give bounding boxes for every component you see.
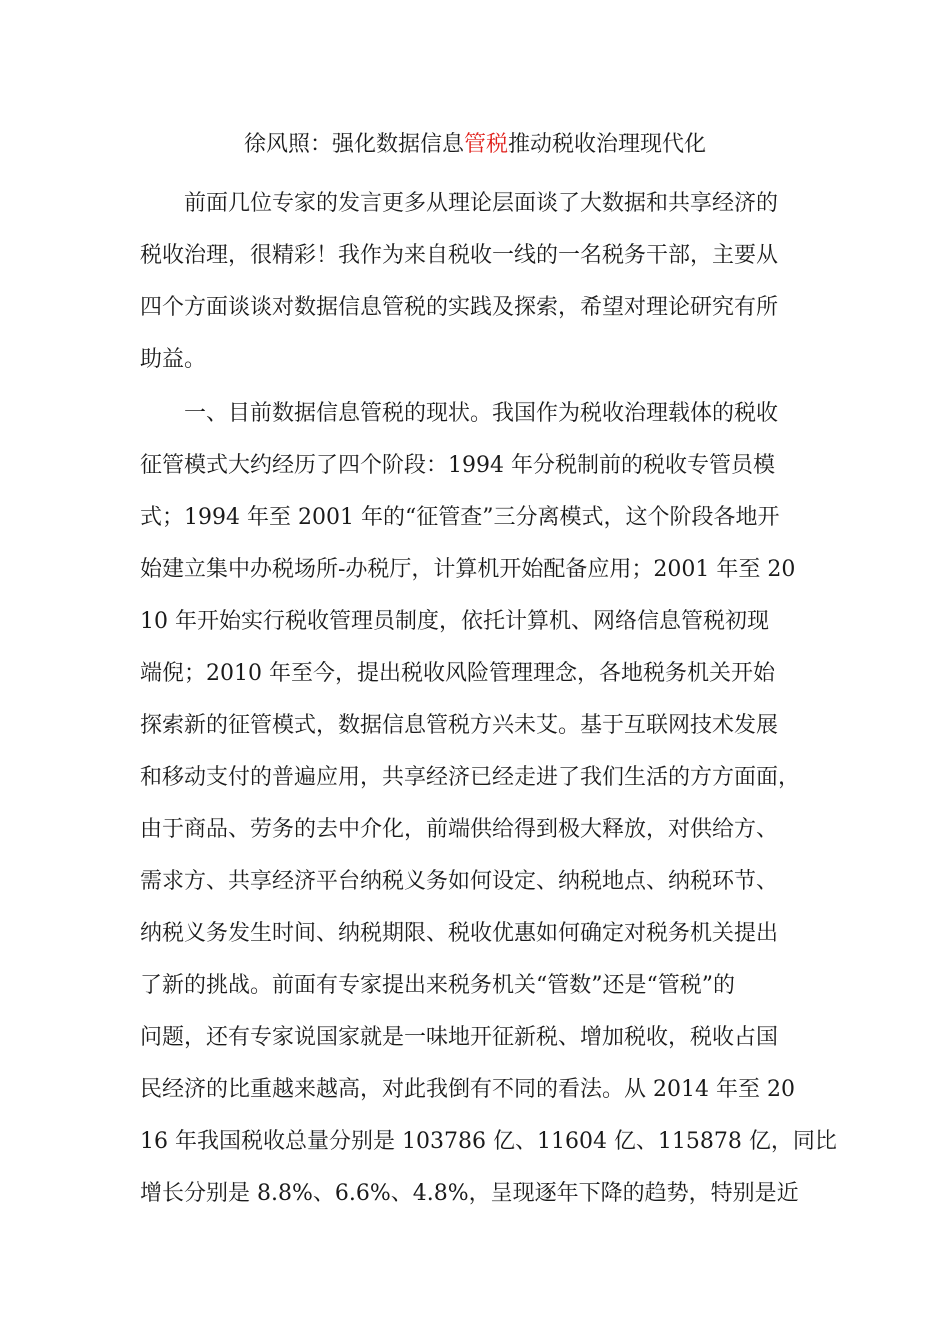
paragraph-line: 民经济的比重越来越高，对此我倒有不同的看法。从 2014 年至 20 [140,1077,795,1102]
paragraph-line: 税收治理，很精彩！我作为来自税收一线的一名税务干部，主要从 [140,243,779,268]
paragraph-line: 了新的挑战。前面有专家提出来税务机关“管数”还是“管税”的 [140,973,735,998]
paragraph-line: 探索新的征管模式，数据信息管税方兴未艾。基于互联网技术发展 [140,713,779,738]
paragraph-line: 16 年我国税收总量分别是 103786 亿、11604 亿、115878 亿，同比 [140,1129,837,1154]
paragraph-line: 问题，还有专家说国家就是一味地开征新税、增加税收，税收占国 [140,1025,779,1050]
title-text-before: 徐风照：强化数据信息 [243,132,464,157]
paragraph-line: 和移动支付的普遍应用，共享经济已经走进了我们生活的方方面面， [140,765,801,790]
title-text-after: 推动税收治理现代化 [508,132,707,157]
paragraph-section-one [140,388,837,1220]
paragraph-line: 需求方、共享经济平台纳税义务如何设定、纳税地点、纳税环节、 [140,869,779,894]
paragraph-line: 征管模式大约经历了四个阶段：1994 年分税制前的税收专管员模 [140,453,775,478]
paragraph-line: 由于商品、劳务的去中介化，前端供给得到极大释放，对供给方、 [140,817,779,842]
paragraph-line: 助益。 [140,347,207,372]
paragraph-line: 端倪；2010 年至今，提出税收风险管理理念，各地税务机关开始 [140,661,775,686]
paragraph-line: 四个方面谈谈对数据信息管税的实践及探索，希望对理论研究有所 [140,295,779,320]
paragraph-line: 始建立集中办税场所-办税厅，计算机开始配备应用；2001 年至 20 [140,557,796,582]
paragraph-line: 增长分别是 8.8%、6.6%、4.8%，呈现逐年下降的趋势，特别是近 [140,1181,799,1206]
paragraph-line: 一、目前数据信息管税的现状。我国作为税收治理载体的税收 [140,401,779,426]
paragraph-intro [140,178,830,386]
paragraph-line: 前面几位专家的发言更多从理论层面谈了大数据和共享经济的 [140,191,779,216]
document-title [0,130,950,160]
paragraph-line: 10 年开始实行税收管理员制度，依托计算机、网络信息管税初现 [140,609,769,634]
paragraph-line: 式；1994 年至 2001 年的“征管查”三分离模式，这个阶段各地开 [140,505,780,530]
title-text-highlight: 管税 [463,132,508,157]
paragraph-line: 纳税义务发生时间、纳税期限、税收优惠如何确定对税务机关提出 [140,921,779,946]
